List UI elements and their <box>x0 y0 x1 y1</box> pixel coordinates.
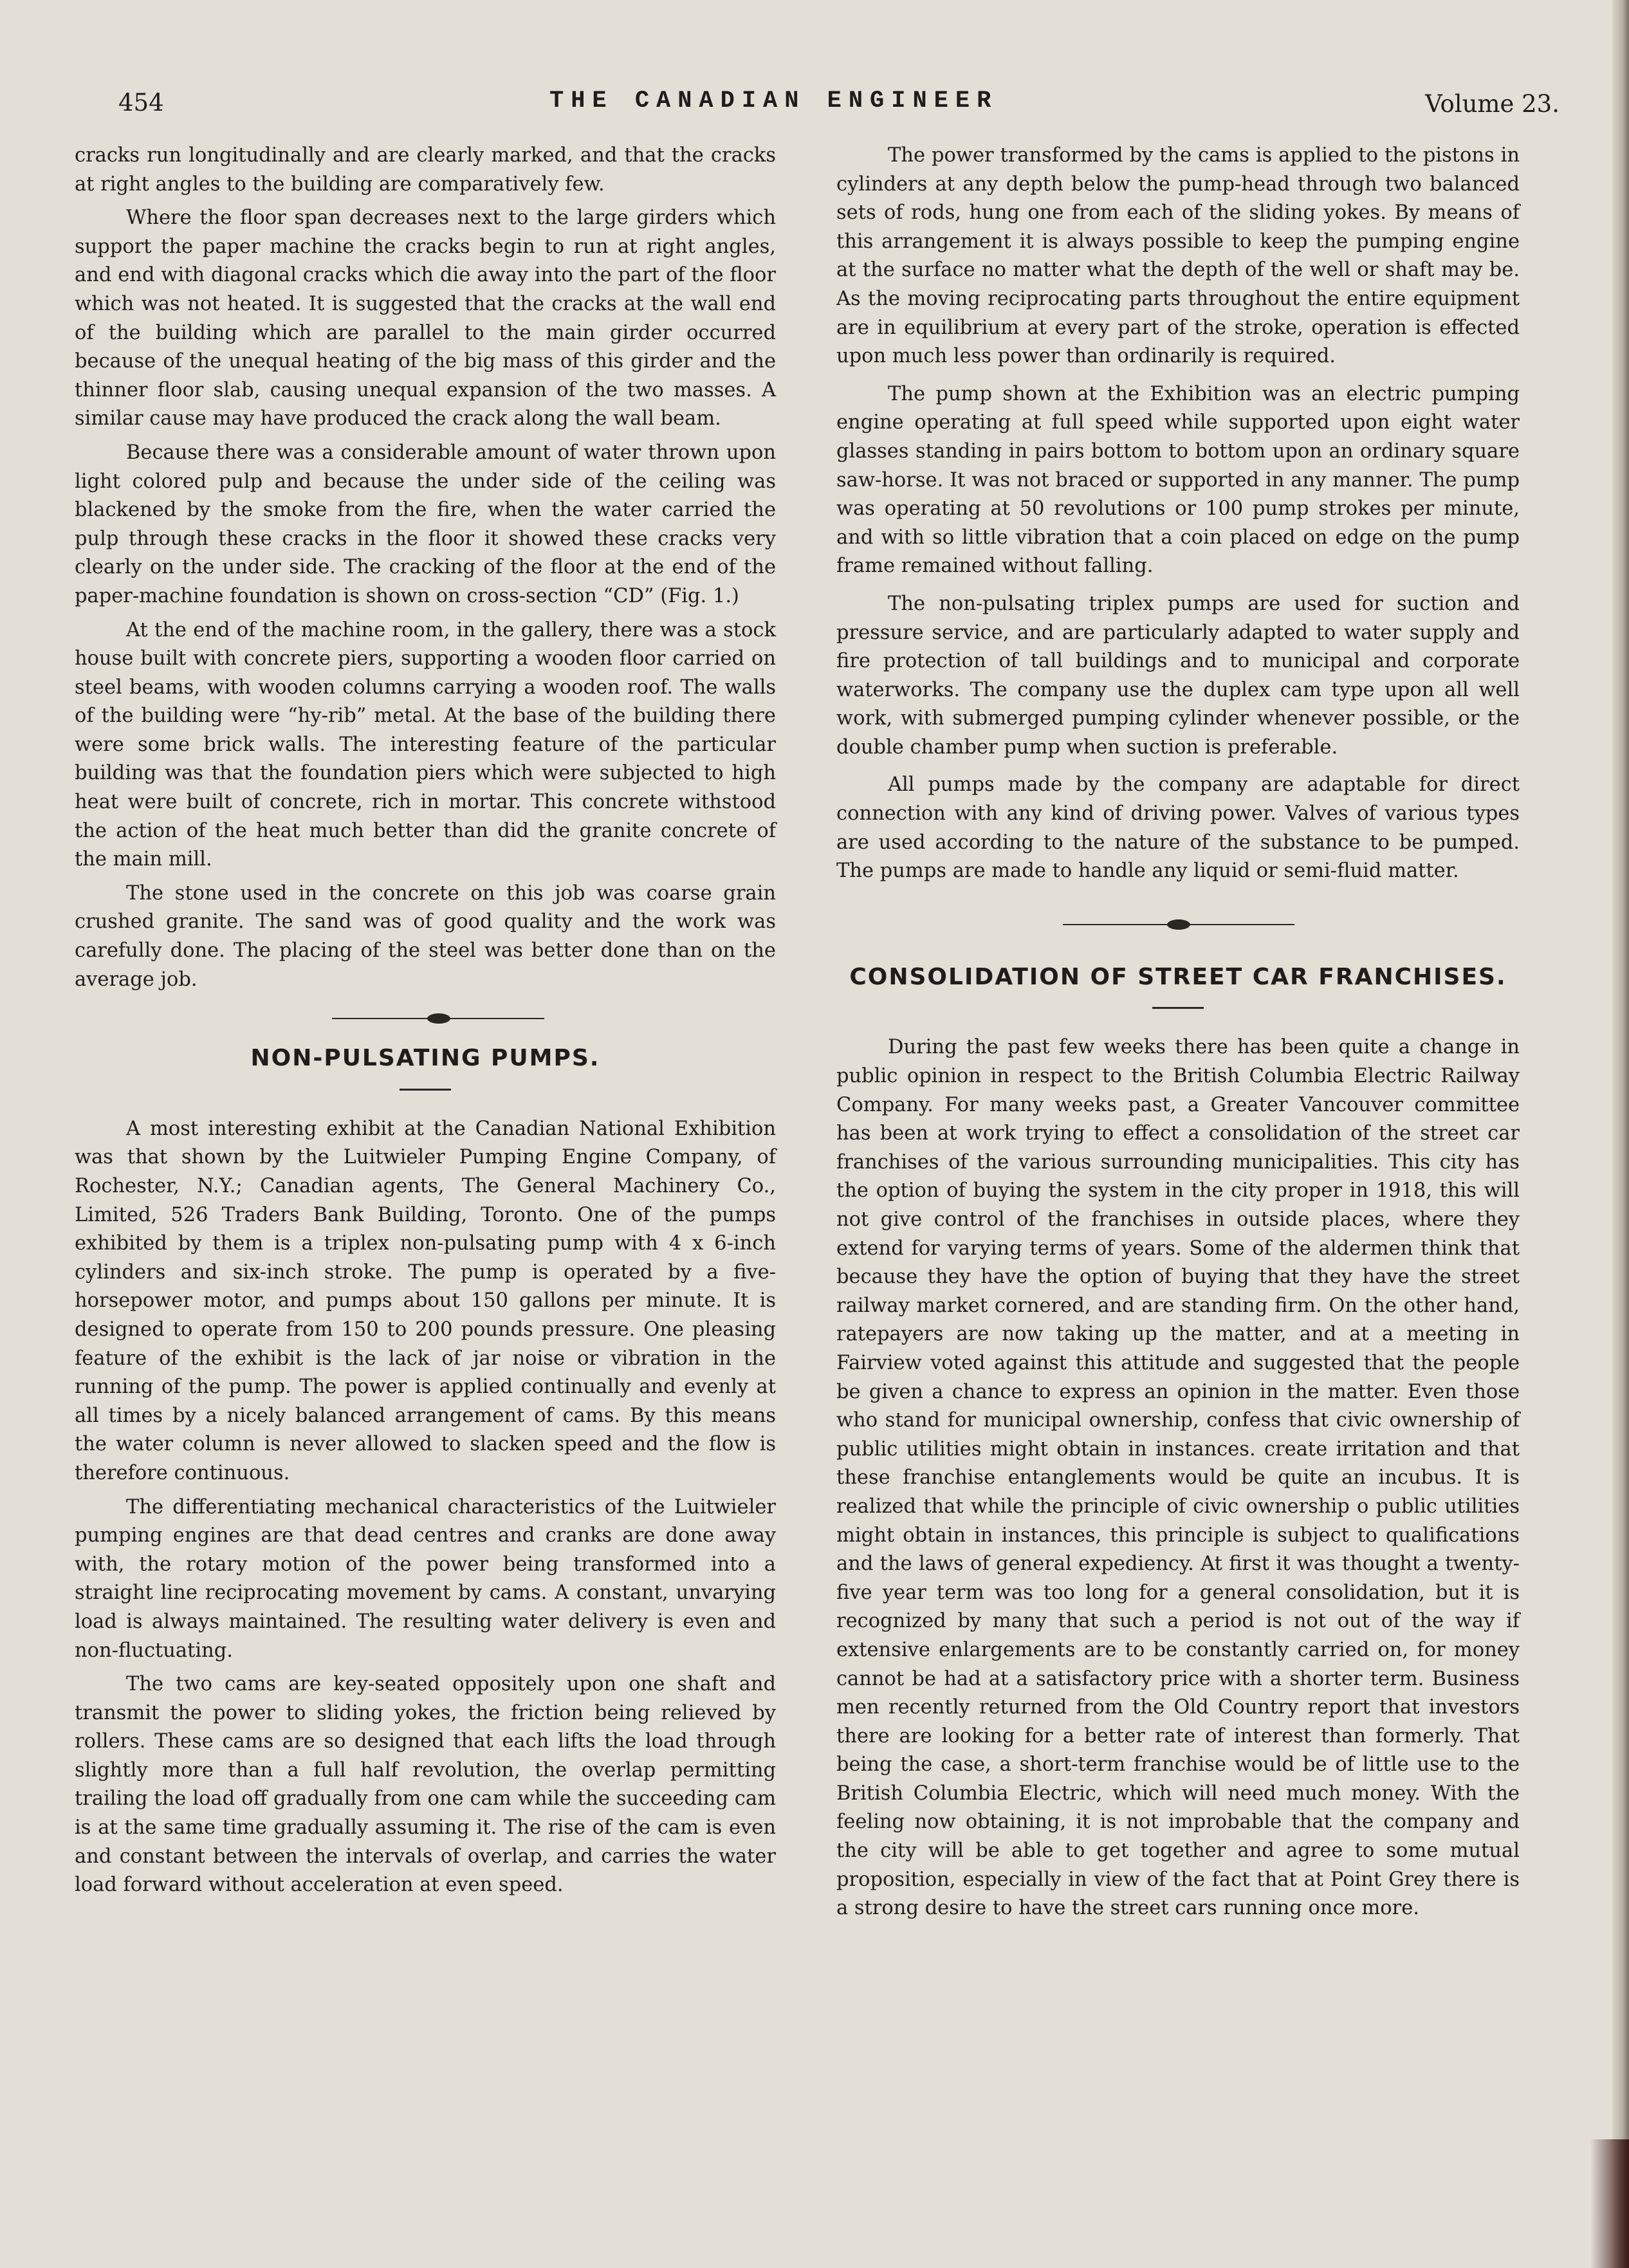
journal-title: THE CANADIAN ENGINEER <box>549 88 999 115</box>
paragraph: During the past few weeks there has been quite a change in public opinion in respect to the British Columbia Electric Railway Company. For many weeks past, a Greater Vancouver committee has been at work trying to effect a consolidation of the street car franchises of the various surrounding municipalities. This city has the option of buying the system in the city proper in 1918, this will not give control of the franchises in outside places, where they extend for varying terms of years. Some of the aldermen think that because they have the option of buying that they have the street railway market cornered, and are standing firm. On the other hand, ratepayers are now taking up the matter, and at a meeting in Fairview voted against this attitude and suggested that the people be given a chance to express an opinion in the matter. Even those who stand for municipal ownership, confess that civic ownership of public utilities might obtain in instances. create irritation and that these franchise entanglements would be quite an incubus. It is realized that while the principle of civic ownership o public utilities might obtain in instances, this principle is subject to qualifications and the laws of general expediency. At first it was thought a twenty-five year term was too long for a general consolidation, but it is recognized by many that such a period is not out of the way if extensive enlargements are to be constantly carried on, for money cannot be had at a satisfactory price with a shorter term. Business men recently returned from the Old Country report that investors there are looking for a better rate of interest than formerly. That being the case, a short-term franchise would be of little use to the British Columbia Electric, which will need much money. With the feeling now obtaining, it is not improbable that the company and the city will be able to get together and agree to some mutual proposition, especially in view of the fact that at Point Grey there is a strong desire to have the street cars running once more. <box>836 1036 1520 1920</box>
paragraph: A most interesting exhibit at the Canadian National Exhibition was that shown by the Luitwieler Pumping Engine Company, of Rochester, N.Y.; Canadian agents, The General Machinery Co., Limited, 526 Traders Bank Building, Toronto. One of the pumps exhibited by them is a triplex non-pulsating pump with 4 x 6-inch cylinders and six-inch stroke. The pump is operated by a five-horsepower motor, and pumps about 150 gallons per minute. It is designed to operate from 150 to 200 pounds pressure. One pleasing feature of the exhibit is the lack of jar noise or vibration in the running of the pump. The power is applied continually and evenly at all times by a nicely balanced arrangement of cams. By this means the water column is never allowed to slacken speed and the flow is therefore continuous. <box>75 1117 776 1484</box>
paragraph: Because there was a considerable amount of water thrown upon light colored pulp and because the under side of the ceiling was blackened by the smoke from the fire, when the water carried the pulp through these cracks in the floor it showed these cracks very clearly on the under side. The cracking of the floor at the end of the paper-machine foundation is shown on cross-section “CD” (Fig. 1.) <box>75 441 776 607</box>
paragraph: The power transformed by the cams is applied to the pistons in cylinders at any depth below the pump-head through two balanced sets of rods, hung one from each of the sliding yokes. By means of this arrangement it is always possible to keep the pumping engine at the surface no matter what the depth of the well or shaft may be. As the moving reciprocating parts throughout the entire equipment are in equilibrium at every part of the stroke, operation is effected upon much less power than ordinarily is required. <box>836 144 1520 368</box>
page-corner-shadow <box>1590 2139 1629 2268</box>
left-column <box>75 142 776 1905</box>
paragraph: The non-pulsating triplex pumps are used for suction and pressure service, and are particularly adapted to water supply and fire protection of tall buildings and to municipal and corporate waterworks. The company use the duplex cam type upon all well work, with submerged pumping cylinder whenever possible, or the double chamber pump when suction is preferable. <box>836 592 1520 759</box>
paragraph: All pumps made by the company are adaptable for direct connection with any kind of driving power. Valves of various types are used according to the nature of the substance to be pumped. The pumps are made to handle any liquid or semi-fluid matter. <box>836 773 1520 883</box>
volume-label: Volume 23. <box>1425 90 1560 118</box>
paragraph: cracks run longitudinally and are clearly marked, and that the cracks at right angles to the building are comparatively few. <box>75 144 776 196</box>
heading-rule <box>400 1089 451 1091</box>
paragraph: The stone used in the concrete on this job was coarse grain crushed granite. The sand was of good quality and the work was carefully done. The placing of the steel was better done than on the average job. <box>75 881 776 991</box>
section-heading: NON-PULSATING PUMPS. <box>250 1045 600 1072</box>
paragraph: The pump shown at the Exhibition was an electric pumping engine operating at full speed while supported upon eight water glasses standing in pairs bottom to bottom upon an ordinary square saw-horse. It was not braced or supported in any manner. The pump was operating at 50 revolutions or 100 pump strokes per minute, and with so little vibration that a coin placed on edge on the pump frame remained without falling. <box>836 382 1520 578</box>
page-header <box>118 82 1579 127</box>
page-number: 454 <box>118 89 164 116</box>
right-column <box>836 142 1520 1932</box>
paragraph: At the end of the machine room, in the gallery, there was a stock house built with concrete piers, supporting a wooden floor carried on steel beams, with wooden columns carrying a wooden roof. The walls of the building were “hy-rib” metal. At the base of the building there were some brick walls. The interesting feature of the particular building was that the foundation piers which were subjected to high heat were built of concrete, rich in mortar. This concrete withstood the action of the heat much better than did the granite concrete of the main mill. <box>75 618 776 871</box>
section-divider-ornament <box>836 912 1520 937</box>
paragraph: The two cams are key-seated oppositely upon one shaft and transmit the power to sliding yokes, the friction being relieved by rollers. These cams are so designed that each lifts the load through slightly more than a full half revolution, the overlap permitting trailing the load off gradually from one cam while the succeeding cam is at the same time gradually assuming it. The rise of the cam is even and constant between the intervals of overlap, and carries the water load forward without acceleration at even speed. <box>75 1673 776 1897</box>
page-edge <box>1612 0 1629 2268</box>
heading-rule <box>1152 1007 1204 1009</box>
paragraph: Where the floor span decreases next to the large girders which support the paper machine the cracks begin to run at right angles, and end with diagonal cracks which die away into the part of the floor which was not heated. It is suggested that the cracks at the wall end of the building which are parallel to the main girder occurred because of the unequal heating of the big mass of this girder and the thinner floor slab, causing unequal expansion of the two masses. A similar cause may have produced the crack along the wall beam. <box>75 207 776 430</box>
section-divider-ornament <box>75 1006 776 1031</box>
section-heading: CONSOLIDATION OF STREET CAR FRANCHISES. <box>849 963 1507 990</box>
paragraph: The differentiating mechanical characteristics of the Luitwieler pumping engines are that dead centres and cranks are done away with, the rotary motion of the power being transformed into a straight line reciprocating movement by cams. A constant, unvarying load is always maintained. The resulting water delivery is even and non-fluctuating. <box>75 1495 776 1662</box>
